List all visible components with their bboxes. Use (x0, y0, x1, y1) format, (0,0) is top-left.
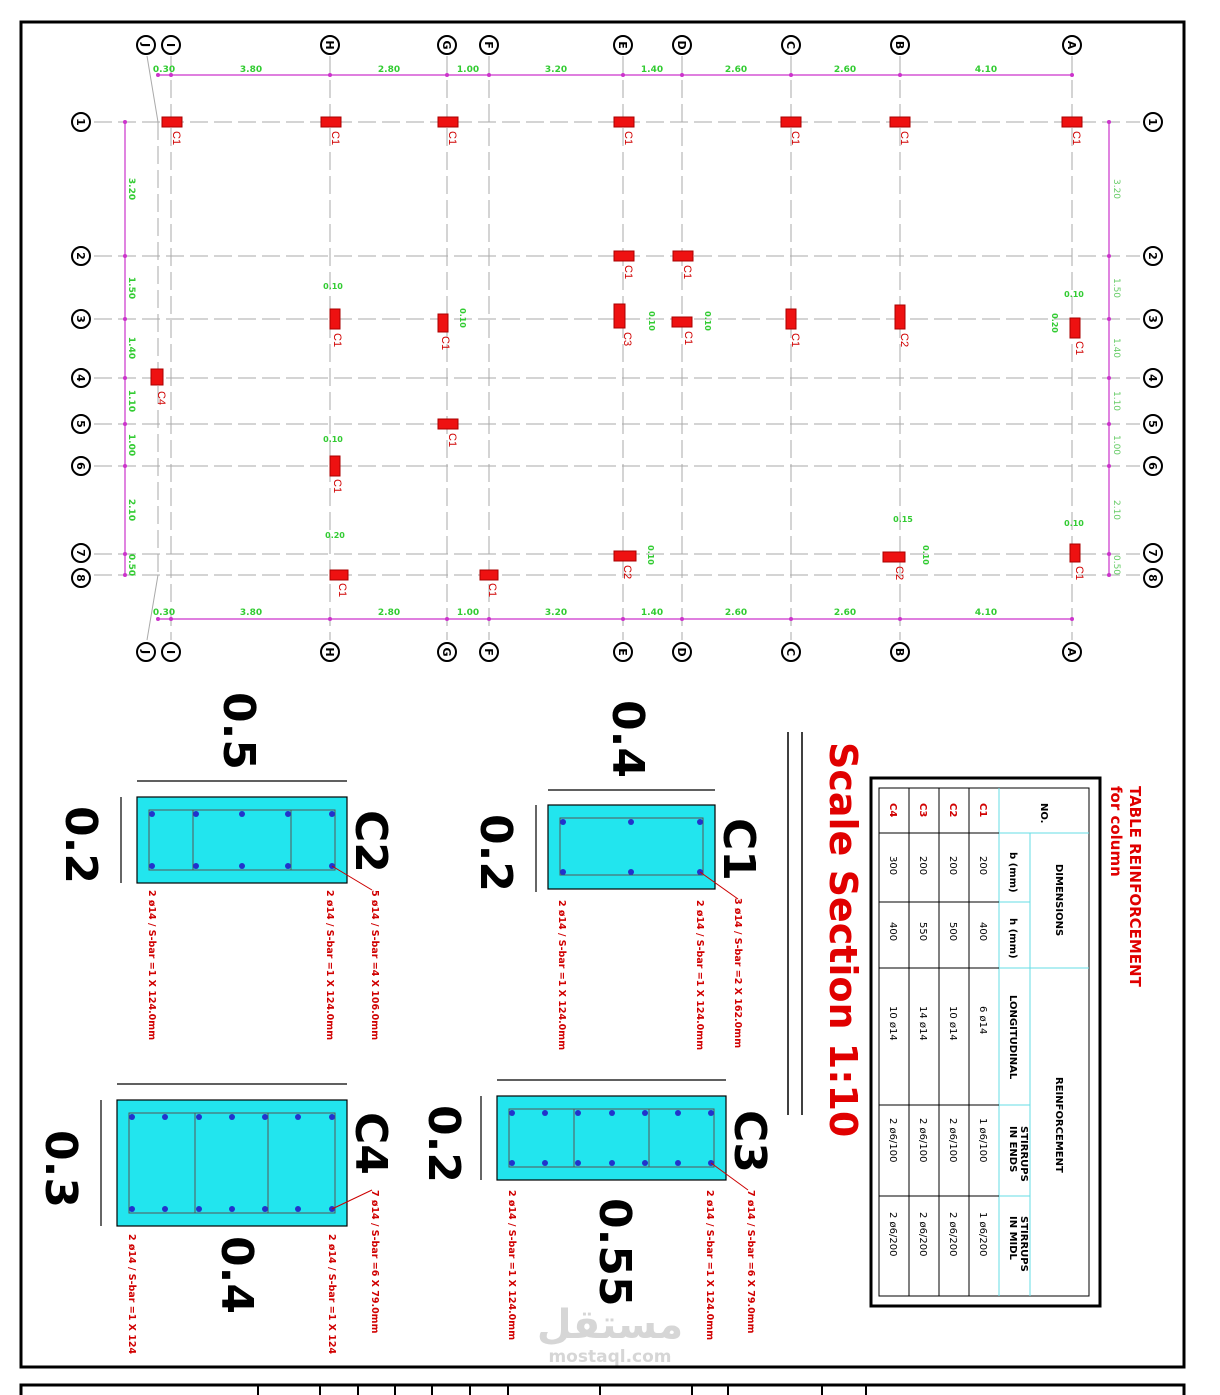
title-block-strip (21, 1385, 1184, 1395)
grid-bubbles-left (72, 113, 90, 587)
column-tag: C2 (893, 566, 905, 581)
dim-label: 3.20 (126, 177, 136, 201)
grid-letter: G (440, 647, 453, 657)
section-name: C2 (345, 810, 396, 873)
grid-number: 6 (74, 462, 87, 470)
dim-label: 2.60 (724, 65, 748, 75)
grid-letter: I (164, 42, 177, 48)
section-width: 0.4 (211, 1236, 262, 1314)
section-c1 (470, 700, 764, 1050)
dim-label: 1.40 (640, 65, 664, 75)
dim-label: 0.30 (152, 65, 176, 75)
column-tag: C1 (789, 333, 801, 348)
table-row (947, 803, 958, 1256)
section-height: 0.2 (418, 1105, 469, 1183)
grid-letter: E (616, 648, 629, 656)
section-height: 0.2 (55, 806, 106, 884)
top-dimensions (153, 65, 997, 75)
section-name: C3 (724, 1110, 775, 1173)
table-title: TABLE REINFORCEMENT (1126, 786, 1144, 987)
cell-midl: 1 ø6/200 (977, 1212, 988, 1257)
table-row (917, 803, 928, 1256)
grid-number: 1 (74, 118, 87, 126)
rebar-note: 2 ø14 / S-bar =1 X 124.0mm (146, 890, 157, 1041)
grid-letter: C (784, 40, 797, 50)
column-tag: C2 (621, 565, 633, 580)
reinforcement-table (871, 778, 1144, 1306)
grid-bubbles-bottom (137, 643, 1081, 661)
plan-column-labels (155, 131, 1085, 597)
section-c2 (55, 692, 396, 1040)
grid-letter: B (893, 40, 906, 50)
grid-letter: H (323, 647, 336, 657)
header-reinforcement: REINFORCEMENT (1053, 1077, 1064, 1173)
section-height: 0.3 (35, 1130, 86, 1208)
grid-letter: F (482, 648, 495, 656)
section-name: C1 (713, 818, 764, 881)
dim-label: 1.10 (1111, 390, 1121, 412)
offset-label: 0.10 (323, 435, 343, 444)
column-tag: C1 (446, 131, 458, 146)
column-tag: C3 (621, 332, 633, 347)
header-longitudinal: LONGITUDINAL (1007, 995, 1018, 1080)
column-tag: C1 (439, 336, 451, 351)
column-tag: C1 (486, 583, 498, 598)
grid-number: 3 (74, 315, 87, 323)
section-title: Scale Section 1:10 (821, 742, 865, 1138)
header-b: b (mm) (1007, 852, 1018, 893)
column-tag: C1 (331, 479, 343, 494)
left-dimensions (126, 178, 136, 576)
cell-ends: 1 ø6/100 (977, 1118, 988, 1163)
column-tag: C2 (898, 333, 910, 348)
grid-letter: G (440, 40, 453, 50)
column-tag: C1 (446, 433, 458, 448)
table-row (887, 803, 898, 1256)
column-tag: C1 (1073, 566, 1085, 581)
dim-label: 2.10 (1111, 499, 1121, 521)
offset-label: 0.15 (893, 515, 913, 524)
grid-number: 4 (74, 374, 87, 382)
dim-label: 1.40 (126, 336, 136, 360)
dim-label: 1.00 (126, 433, 136, 457)
cell-b: 200 (977, 856, 988, 876)
right-dimensions (1111, 179, 1121, 575)
cell-long: 10 ø14 (887, 1006, 898, 1041)
offset-label: 0.10 (647, 311, 656, 331)
cell-midl: 2 ø6/200 (947, 1212, 958, 1257)
offset-label: 0.10 (703, 311, 712, 331)
dim-label: 2.10 (126, 498, 136, 522)
grid-letter: I (164, 649, 177, 655)
grid-number: 3 (1146, 315, 1159, 323)
cell-no: C1 (977, 803, 988, 818)
grid-number: 7 (74, 549, 87, 557)
grid-number: 5 (74, 420, 87, 428)
dim-label: 3.80 (239, 65, 263, 75)
dim-label: 0.50 (126, 553, 136, 577)
dim-label: 1.40 (640, 608, 664, 618)
rebar-note: 3 ø14 / S-bar =2 X 162.0mm (732, 898, 743, 1049)
bottom-dimensions (153, 608, 997, 618)
dim-label: 1.00 (456, 608, 480, 618)
floor-plan (72, 36, 1162, 661)
dim-label: 3.20 (1111, 178, 1121, 200)
watermark-latin: mostaql.com (548, 1347, 672, 1367)
cell-no: C4 (887, 803, 898, 818)
section-width: 0.4 (602, 700, 653, 778)
cell-ends: 2 ø6/100 (917, 1118, 928, 1163)
dim-label: 1.50 (126, 276, 136, 300)
offset-label: 0.10 (1064, 290, 1084, 299)
grid-number: 4 (1146, 374, 1159, 382)
dim-label: 4.10 (974, 608, 998, 618)
column-tag: C1 (789, 131, 801, 146)
header-no: NO. (1038, 803, 1049, 824)
rebar-note: 2 ø14 / S-bar =1 X 124.0mm (556, 900, 567, 1051)
grid-number: 5 (1146, 420, 1159, 428)
rebar-note: 2 ø14 / S-bar =1 X 124.0mm (694, 900, 705, 1051)
grid-letter: F (482, 41, 495, 49)
offset-label: 0.10 (1064, 519, 1084, 528)
column-tag: C1 (682, 331, 694, 346)
dim-label: 1.00 (1111, 434, 1121, 456)
watermark-arabic: مستقل (536, 1302, 684, 1348)
column-tag: C1 (170, 131, 182, 146)
cell-h: 400 (977, 922, 988, 942)
grid-number: 1 (1146, 118, 1159, 126)
grid-number: 8 (1146, 574, 1159, 582)
dim-label: 3.20 (544, 65, 568, 75)
column-tag: C1 (1073, 341, 1085, 356)
cell-b: 200 (947, 856, 958, 876)
rebar-note: 2 ø14 / S-bar =1 X 124.0mm (324, 890, 335, 1041)
grid-number: 8 (74, 574, 87, 582)
header-stirrups-midl-2: IN MIDL (1007, 1216, 1018, 1260)
dim-label: 4.10 (974, 65, 998, 75)
section-width: 0.5 (213, 692, 264, 770)
cell-no: C3 (917, 803, 928, 818)
rebar-note: 7 ø14 / S-bar =6 X 79.0mm (369, 1190, 380, 1334)
rebar-note: 7 ø14 / S-bar =6 X 79.0mm (745, 1190, 756, 1334)
column-tag: C1 (622, 265, 634, 280)
cell-b: 200 (917, 856, 928, 876)
dim-label: 2.80 (377, 608, 401, 618)
offset-label: 0.10 (646, 545, 655, 565)
grid-number: 2 (1146, 252, 1159, 260)
cell-long: 14 ø14 (917, 1006, 928, 1041)
cell-b: 300 (887, 856, 898, 876)
header-stirrups-ends: STIRRUPS (1018, 1126, 1029, 1182)
column-tag: C1 (681, 265, 693, 280)
grid-letter: A (1065, 647, 1078, 657)
dim-label: 1.10 (126, 389, 136, 413)
offset-label: 0.10 (323, 282, 343, 291)
grid-number: 6 (1146, 462, 1159, 470)
header-dimensions: DIMENSIONS (1053, 864, 1064, 937)
grid-letter: A (1065, 40, 1078, 50)
grid-letter: E (616, 41, 629, 49)
dim-label: 2.60 (833, 65, 857, 75)
header-h: h (mm) (1007, 918, 1018, 959)
dim-label: 2.60 (724, 608, 748, 618)
rebar-note: 2 ø14 / S-bar =1 X 124 (326, 1234, 337, 1355)
grid-letter: C (784, 647, 797, 657)
cell-ends: 2 ø6/100 (887, 1118, 898, 1163)
grid-number: 7 (1146, 549, 1159, 557)
dim-label: 3.20 (544, 608, 568, 618)
cell-ends: 2 ø6/100 (947, 1118, 958, 1163)
section-name: C4 (345, 1112, 396, 1175)
cell-midl: 2 ø6/200 (887, 1212, 898, 1257)
dim-label: 2.60 (833, 608, 857, 618)
dim-label: 3.80 (239, 608, 263, 618)
dim-label: 0.50 (1111, 554, 1121, 576)
header-stirrups-midl: STIRRUPS (1018, 1216, 1029, 1272)
grid-letter: D (675, 40, 688, 50)
grid-bubbles-top (137, 36, 1081, 54)
section-c4 (35, 1084, 396, 1354)
rebar-note: 5 ø14 / S-bar =4 X 106.0mm (369, 890, 380, 1041)
grid-letter: D (675, 647, 688, 657)
rebar-note: 2 ø14 / S-bar =1 X 124.0mm (704, 1190, 715, 1341)
offset-label: 0.20 (325, 531, 345, 540)
cell-long: 6 ø14 (977, 1006, 988, 1035)
column-tag: C1 (1070, 131, 1082, 146)
grid-letter: J (139, 42, 152, 48)
grid-bubbles-right (1144, 113, 1162, 587)
column-tag: C1 (336, 583, 348, 598)
cell-midl: 2 ø6/200 (917, 1212, 928, 1257)
cell-long: 10 ø14 (947, 1006, 958, 1041)
grid-letter: H (323, 40, 336, 50)
cell-no: C2 (947, 803, 958, 818)
table-subtitle: for column (1107, 786, 1125, 877)
header-stirrups-ends-2: IN ENDS (1007, 1126, 1018, 1173)
cell-h: 500 (947, 922, 958, 942)
dim-label: 1.40 (1111, 337, 1121, 359)
column-tag: C1 (331, 333, 343, 348)
watermark (537, 1302, 683, 1367)
dim-label: 0.30 (152, 608, 176, 618)
offset-label: 0.10 (921, 545, 930, 565)
column-tag: C4 (155, 391, 167, 406)
cell-h: 550 (917, 922, 928, 942)
table-row (977, 803, 988, 1256)
section-width: 0.55 (589, 1198, 640, 1307)
column-tag: C1 (622, 131, 634, 146)
plan-columns (151, 117, 1082, 580)
column-tag: C1 (898, 131, 910, 146)
offset-label: 0.10 (458, 308, 467, 328)
dim-label: 1.50 (1111, 277, 1121, 299)
section-height: 0.2 (470, 814, 521, 892)
dim-label: 2.80 (377, 65, 401, 75)
cell-h: 400 (887, 922, 898, 942)
grid-number: 2 (74, 252, 87, 260)
grid-letter: J (139, 649, 152, 655)
rebar-note: 2 ø14 / S-bar =1 X 124 (126, 1234, 137, 1355)
rebar-note: 2 ø14 / S-bar =1 X 124.0mm (506, 1190, 517, 1341)
dim-label: 1.00 (456, 65, 480, 75)
offset-label: 0.20 (1050, 313, 1059, 333)
grid-letter: B (893, 647, 906, 657)
column-tag: C1 (329, 131, 341, 146)
